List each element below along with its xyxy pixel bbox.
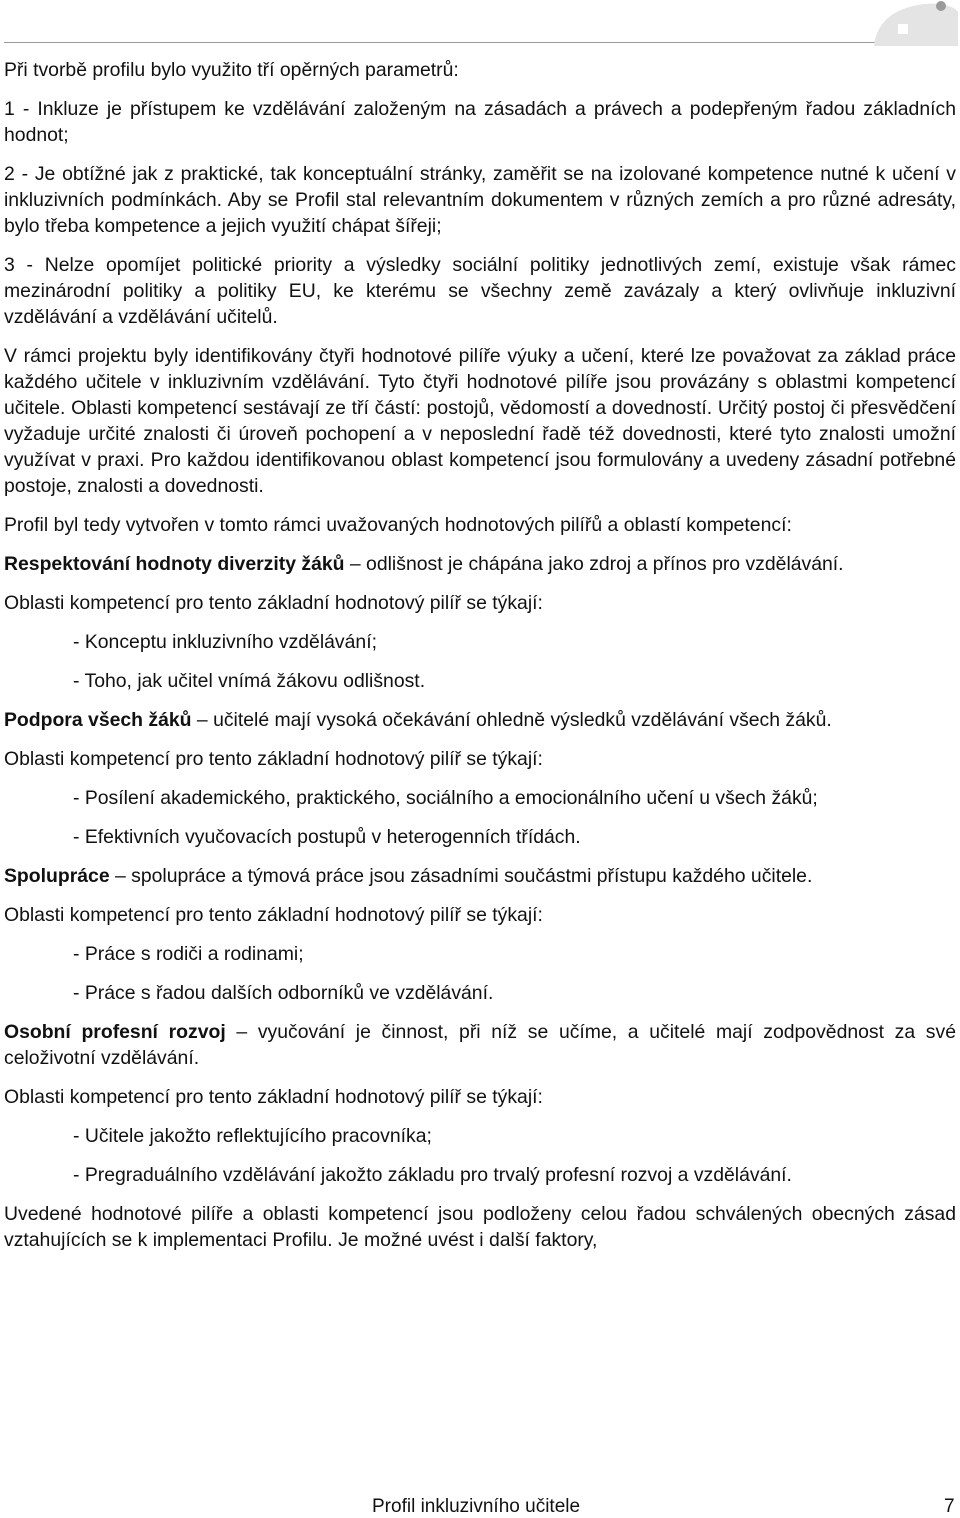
profile-paragraph: Profil byl tedy vytvořen v tomto rámci uvažovaných hodnotových pilířů a oblastí kompetencí: [4, 514, 792, 536]
list-item: - Práce s rodiči a rodinami; [73, 943, 304, 965]
pillar-description: – spolupráce a týmová práce jsou zásadními součástmi přístupu každého učitele. [109, 865, 813, 887]
house-logo-icon [868, 0, 960, 46]
competence-areas-intro: Oblasti kompetencí pro tento základní hodnotový pilíř se týkají: [4, 748, 543, 770]
document-body [4, 57, 956, 1266]
competence-list [4, 941, 956, 1006]
list-item: - Posílení akademického, praktického, sociálního a emocionálního učení u všech žáků; [73, 787, 818, 809]
competence-list [4, 785, 956, 850]
pillar-title: Osobní profesní rozvoj [4, 1021, 226, 1043]
pillar-heading [4, 1019, 956, 1071]
competence-list [4, 629, 956, 694]
competence-areas-intro: Oblasti kompetencí pro tento základní hodnotový pilíř se týkají: [4, 904, 543, 926]
pillar-description: – odlišnost je chápána jako zdroj a přínos pro vzdělávání. [344, 553, 844, 575]
parameter-3: 3 - Nelze opomíjet politické priority a výsledky sociální politiky jednotlivých zemí, existuje však rámec mezinárodní politiky a politiky EU, ke kterému se všechny země zavázaly a který ovlivňuje inkluzivní vzdělávání a vzdělávání učitelů. [4, 254, 956, 328]
competence-areas-intro: Oblasti kompetencí pro tento základní hodnotový pilíř se týkají: [4, 1086, 543, 1108]
list-item: - Práce s řadou dalších odborníků ve vzdělávání. [73, 982, 494, 1004]
intro-paragraph: Při tvorbě profilu bylo využito tří opěrných parametrů: [4, 59, 459, 81]
pillar-heading [4, 863, 956, 889]
header-rule [4, 42, 876, 43]
competence-areas-intro: Oblasti kompetencí pro tento základní hodnotový pilíř se týkají: [4, 592, 543, 614]
pillar-description: – učitelé mají vysoká očekávání ohledně výsledků vzdělávání všech žáků. [191, 709, 832, 731]
parameter-2: 2 - Je obtížné jak z praktické, tak konceptuální stránky, zaměřit se na izolované kompetence nutné k učení v inkluzivních podmínkách. Aby se Profil stal relevantním dokumentem v různých zemích a pro různé adresáty, bylo třeba kompetence a jejich využití chápat šířeji; [4, 163, 956, 237]
competence-list [4, 1123, 956, 1188]
list-item: - Efektivních vyučovacích postupů v heterogenních třídách. [73, 826, 581, 848]
pillar-description: – vyučování je činnost, při níž se učíme, a učitelé mají zodpovědnost za své celoživotní vzdělávání. [4, 1021, 956, 1069]
parameter-1: 1 - Inkluze je přístupem ke vzdělávání založeným na zásadách a právech a podepřeným řadou základních hodnot; [4, 98, 956, 146]
list-item: - Pregraduálního vzdělávání jakožto základu pro trvalý profesní rozvoj a vzdělávání. [73, 1164, 792, 1186]
list-item: - Toho, jak učitel vnímá žákovu odlišnost. [73, 670, 426, 692]
pillar-title: Podpora všech žáků [4, 709, 192, 731]
list-item: - Konceptu inkluzivního vzdělávání; [73, 631, 377, 653]
framework-paragraph: V rámci projektu byly identifikovány čtyři hodnotové pilíře výuky a učení, které lze považovat za základ práce každého učitele v inkluzivním vzdělávání. Tyto čtyři hodnotové pilíře jsou provázány s oblastmi kompetencí učitele. Oblasti kompetencí sestávají ze tří částí: postojů, vědomostí a dovedností. Určitý postoj či přesvědčení vyžaduje určité znalosti či úroveň pochopení a v neposlední řadě též dovednosti, které tyto znalosti umožní využívat v praxi. Pro každou identifikovanou oblast kompetencí jsou formulovány a uvedeny zásadní potřebné postoje, znalosti a dovednosti. [4, 345, 956, 497]
pillar-heading [4, 707, 956, 733]
page-number: 7 [944, 1496, 955, 1517]
final-paragraph: Uvedené hodnotové pilíře a oblasti kompetencí jsou podloženy celou řadou schválených obecných zásad vztahujících se k implementaci Profilu. Je možné uvést i další faktory, [4, 1203, 956, 1251]
pillar-title: Spolupráce [4, 865, 110, 887]
list-item: - Učitele jakožto reflektujícího pracovníka; [73, 1125, 432, 1147]
pillar-title: Respektování hodnoty diverzity žáků [4, 553, 345, 575]
footer-title: Profil inkluzivního učitele [372, 1496, 581, 1517]
pillar-heading [4, 551, 956, 577]
